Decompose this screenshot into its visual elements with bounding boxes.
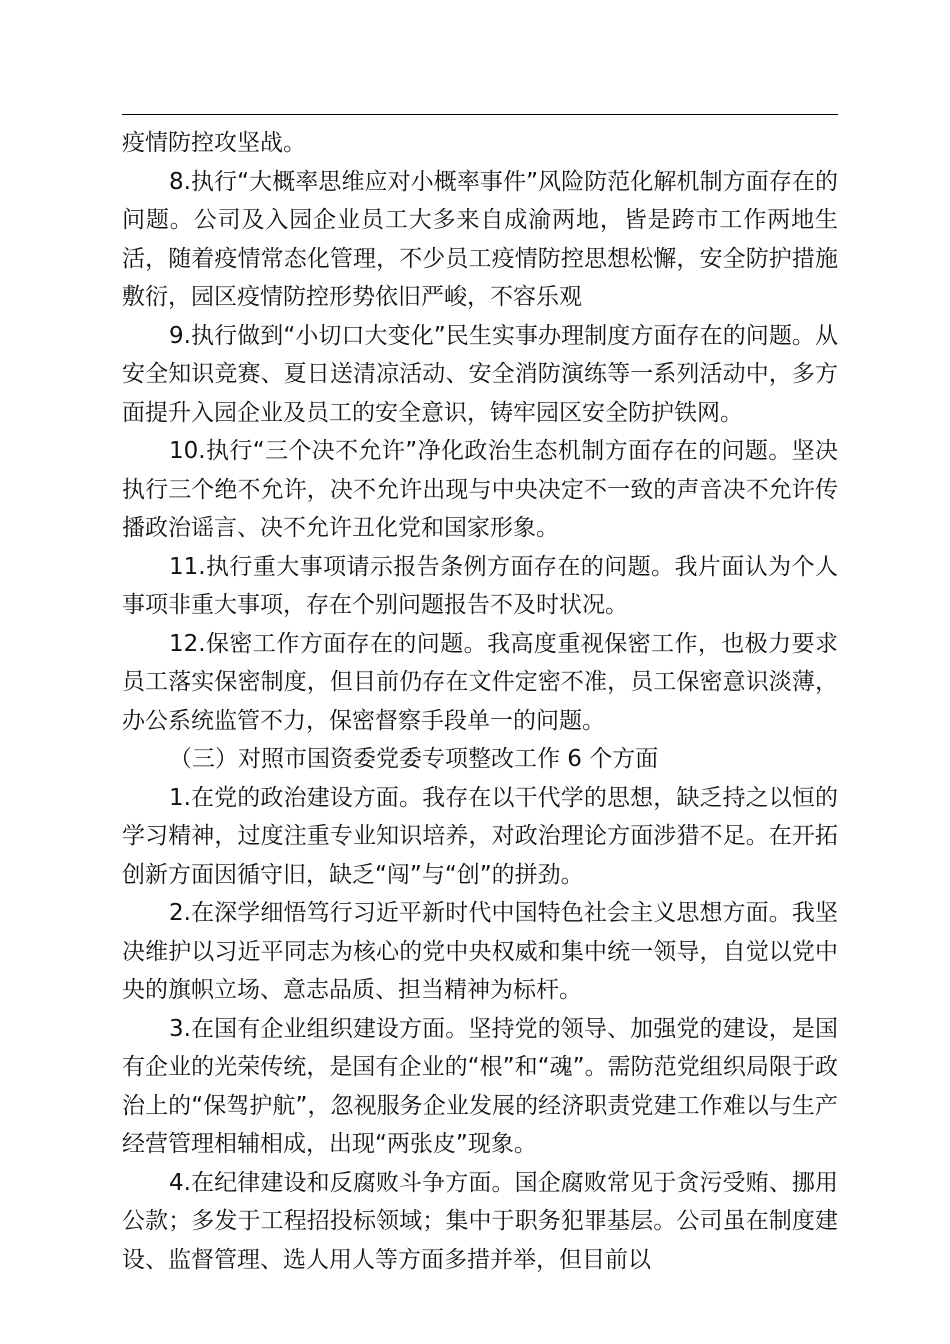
paragraph-section3-item-3: 3.在国有企业组织建设方面。坚持党的领导、加强党的建设，是国有企业的光荣传统，是国有企业的“根”和“魂”。需防范党组织局限于政治上的“保驾护航”，忽视服务企业发展的经济职责党建工作难以与生产经营管理相辅相成，出现“两张皮”现象。 [122, 1015, 838, 1157]
paragraph-section3-item-1: 1.在党的政治建设方面。我存在以干代学的思想，缺乏持之以恒的学习精神，过度注重专业知识培养，对政治理论方面涉猎不足。在开拓创新方面因循守旧，缺乏“闯”与“创”的拼劲。 [122, 784, 838, 888]
paragraph-continuation: 疫情防控攻坚战。 [122, 130, 306, 156]
paragraph-section3-item-2: 2.在深学细悟笃行习近平新时代中国特色社会主义思想方面。我坚决维护以习近平同志为核心的党中央权威和集中统一领导，自觉以党中央的旗帜立场、意志品质、担当精神为标杆。 [122, 900, 838, 1003]
section-heading: （三）对照市国资委党委专项整改工作 6 个方面 [169, 746, 659, 772]
paragraph-section3-item-4: 4.在纪律建设和反腐败斗争方面。国企腐败常见于贪污受贿、挪用公款；多发于工程招投标领域；集中于职务犯罪基层。公司虽在制度建设、监督管理、选人用人等方面多措并举，但目前以 [122, 1169, 838, 1273]
document-body [122, 124, 838, 1279]
paragraph-item-11: 11.执行重大事项请示报告条例方面存在的问题。我片面认为个人事项非重大事项，存在个别问题报告不及时状况。 [122, 553, 838, 618]
paragraph-item-8: 8.执行“大概率思维应对小概率事件”风险防范化解机制方面存在的问题。公司及入园企业员工大多来自成渝两地，皆是跨市工作两地生活，随着疫情常态化管理，不少员工疫情防控思想松懈，安全防护措施敷衍，园区疫情防控形势依旧严峻，不容乐观 [122, 168, 838, 310]
paragraph-item-10: 10.执行“三个决不允许”净化政治生态机制方面存在的问题。坚决执行三个绝不允许，决不允许出现与中央决定不一致的声音决不允许传播政治谣言、决不允许丑化党和国家形象。 [122, 438, 838, 541]
paragraph-item-9: 9.执行做到“小切口大变化”民生实事办理制度方面存在的问题。从安全知识竞赛、夏日送清凉活动、安全消防演练等一系列活动中，多方面提升入园企业及员工的安全意识，铸牢园区安全防护铁网。 [122, 322, 838, 426]
header-rule [122, 114, 838, 115]
paragraph-item-12: 12.保密工作方面存在的问题。我高度重视保密工作，也极力要求员工落实保密制度，但目前仍存在文件定密不准，员工保密意识淡薄，办公系统监管不力，保密督察手段单一的问题。 [122, 630, 838, 734]
